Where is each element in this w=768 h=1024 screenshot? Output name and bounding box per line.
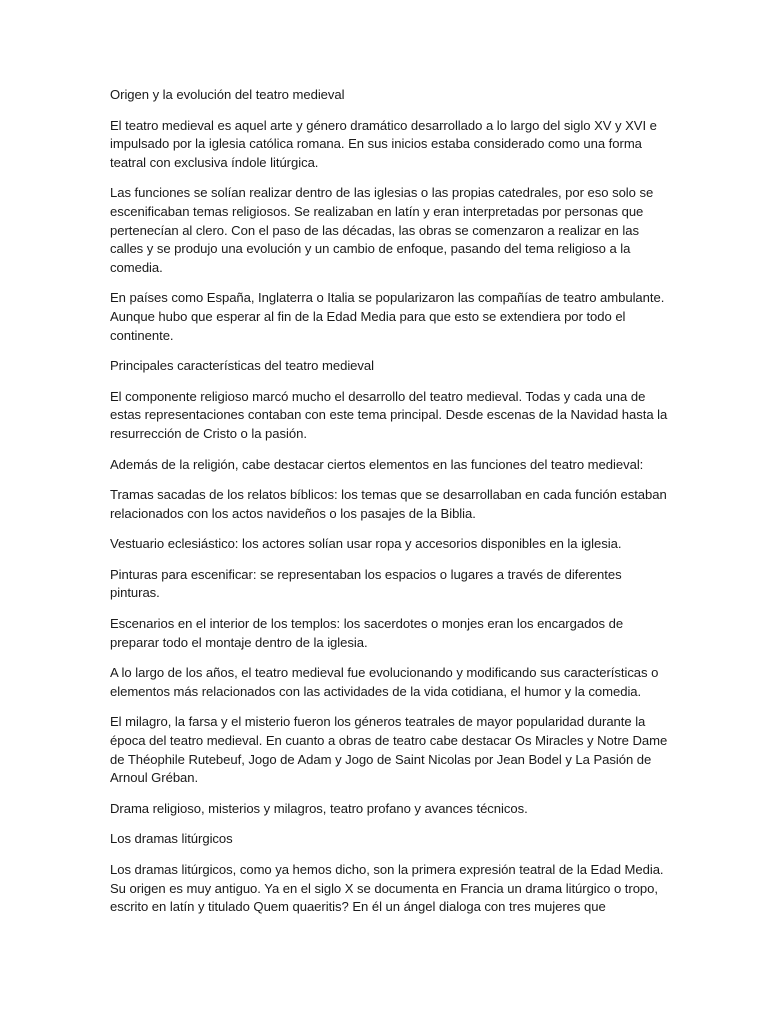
- paragraph-resumen: Drama religioso, misterios y milagros, teatro profano y avances técnicos.: [110, 800, 528, 816]
- paragraph-paises: En países como España, Inglaterra o Italia se popularizaron las compañías de teatro ambulante. Aunque hubo que esperar al fin de la Edad Media para que esto se extendiera por todo el continente.: [110, 290, 665, 343]
- paragraph-componente-religioso: El componente religioso marcó mucho el desarrollo del teatro medieval. Todas y cada una de estas representaciones contaban con este tema principal. Desde escenas de la Navidad hasta la resurrección de Cristo o la pasión.: [110, 388, 668, 441]
- paragraph-dramas-liturgicos: Los dramas litúrgicos, como ya hemos dicho, son la primera expresión teatral de la Edad Media. Su origen es muy antiguo. Ya en el siglo X se documenta en Francia un drama litúrgico o tropo, escrito en latín y titulado Quem quaeritis? En él un ángel dialoga con tres mujeres que: [110, 862, 664, 915]
- paragraph-evolucion: A lo largo de los años, el teatro medieval fue evolucionando y modificando sus características o elementos más relacionados con las actividades de la vida cotidiana, el humor y la comedia.: [110, 665, 659, 699]
- section-heading-caracteristicas: Principales características del teatro medieval: [110, 358, 375, 374]
- paragraph-tramas: Tramas sacadas de los relatos bíblicos: los temas que se desarrollaban en cada función estaban relacionados con los actos navideños o los pasajes de la Biblia.: [110, 487, 667, 521]
- paragraph-pinturas: Pinturas para escenificar: se representaban los espacios o lugares a través de diferentes pinturas.: [110, 566, 622, 601]
- paragraph-funciones: Las funciones se solían realizar dentro de las iglesias o las propias catedrales, por eso solo se escenificaban temas religiosos. Se realizaban en latín y eran interpretadas por personas que pertenecían al clero. Con el paso de las décadas, las obras se comenzaron a realizar en las calles y se produjo una evolución y un cambio de enfoque, pasando del tema religioso a la comedia.: [110, 185, 654, 275]
- paragraph-elementos: Además de la religión, cabe destacar ciertos elementos en las funciones del teatro medieval:: [110, 456, 644, 472]
- section-heading-origen: Origen y la evolución del teatro medieval: [110, 87, 345, 102]
- paragraph-escenarios: Escenarios en el interior de los templos: los sacerdotes o monjes eran los encargados de preparar todo el montaje dentro de la iglesia.: [110, 616, 624, 650]
- section-heading-dramas-liturgicos: Los dramas litúrgicos: [110, 831, 233, 847]
- paragraph-vestuario: Vestuario eclesiástico: los actores solían usar ropa y accesorios disponibles en la iglesia.: [110, 536, 622, 552]
- paragraph-definicion: El teatro medieval es aquel arte y género dramático desarrollado a lo largo del siglo XV y XVI e impulsado por la iglesia católica romana. En sus inicios estaba considerado como una forma teatral con exclusiva índole litúrgica.: [110, 117, 657, 170]
- paragraph-generos: El milagro, la farsa y el misterio fueron los géneros teatrales de mayor popularidad durante la época del teatro medieval. En cuanto a obras de teatro cabe destacar Os Miracles y Notre Dame de Théophile Rutebeuf, Jogo de Adam y Jogo de Saint Nicolas por Jean Bodel y La Pasión de Arnoul Gréban.: [110, 714, 668, 786]
